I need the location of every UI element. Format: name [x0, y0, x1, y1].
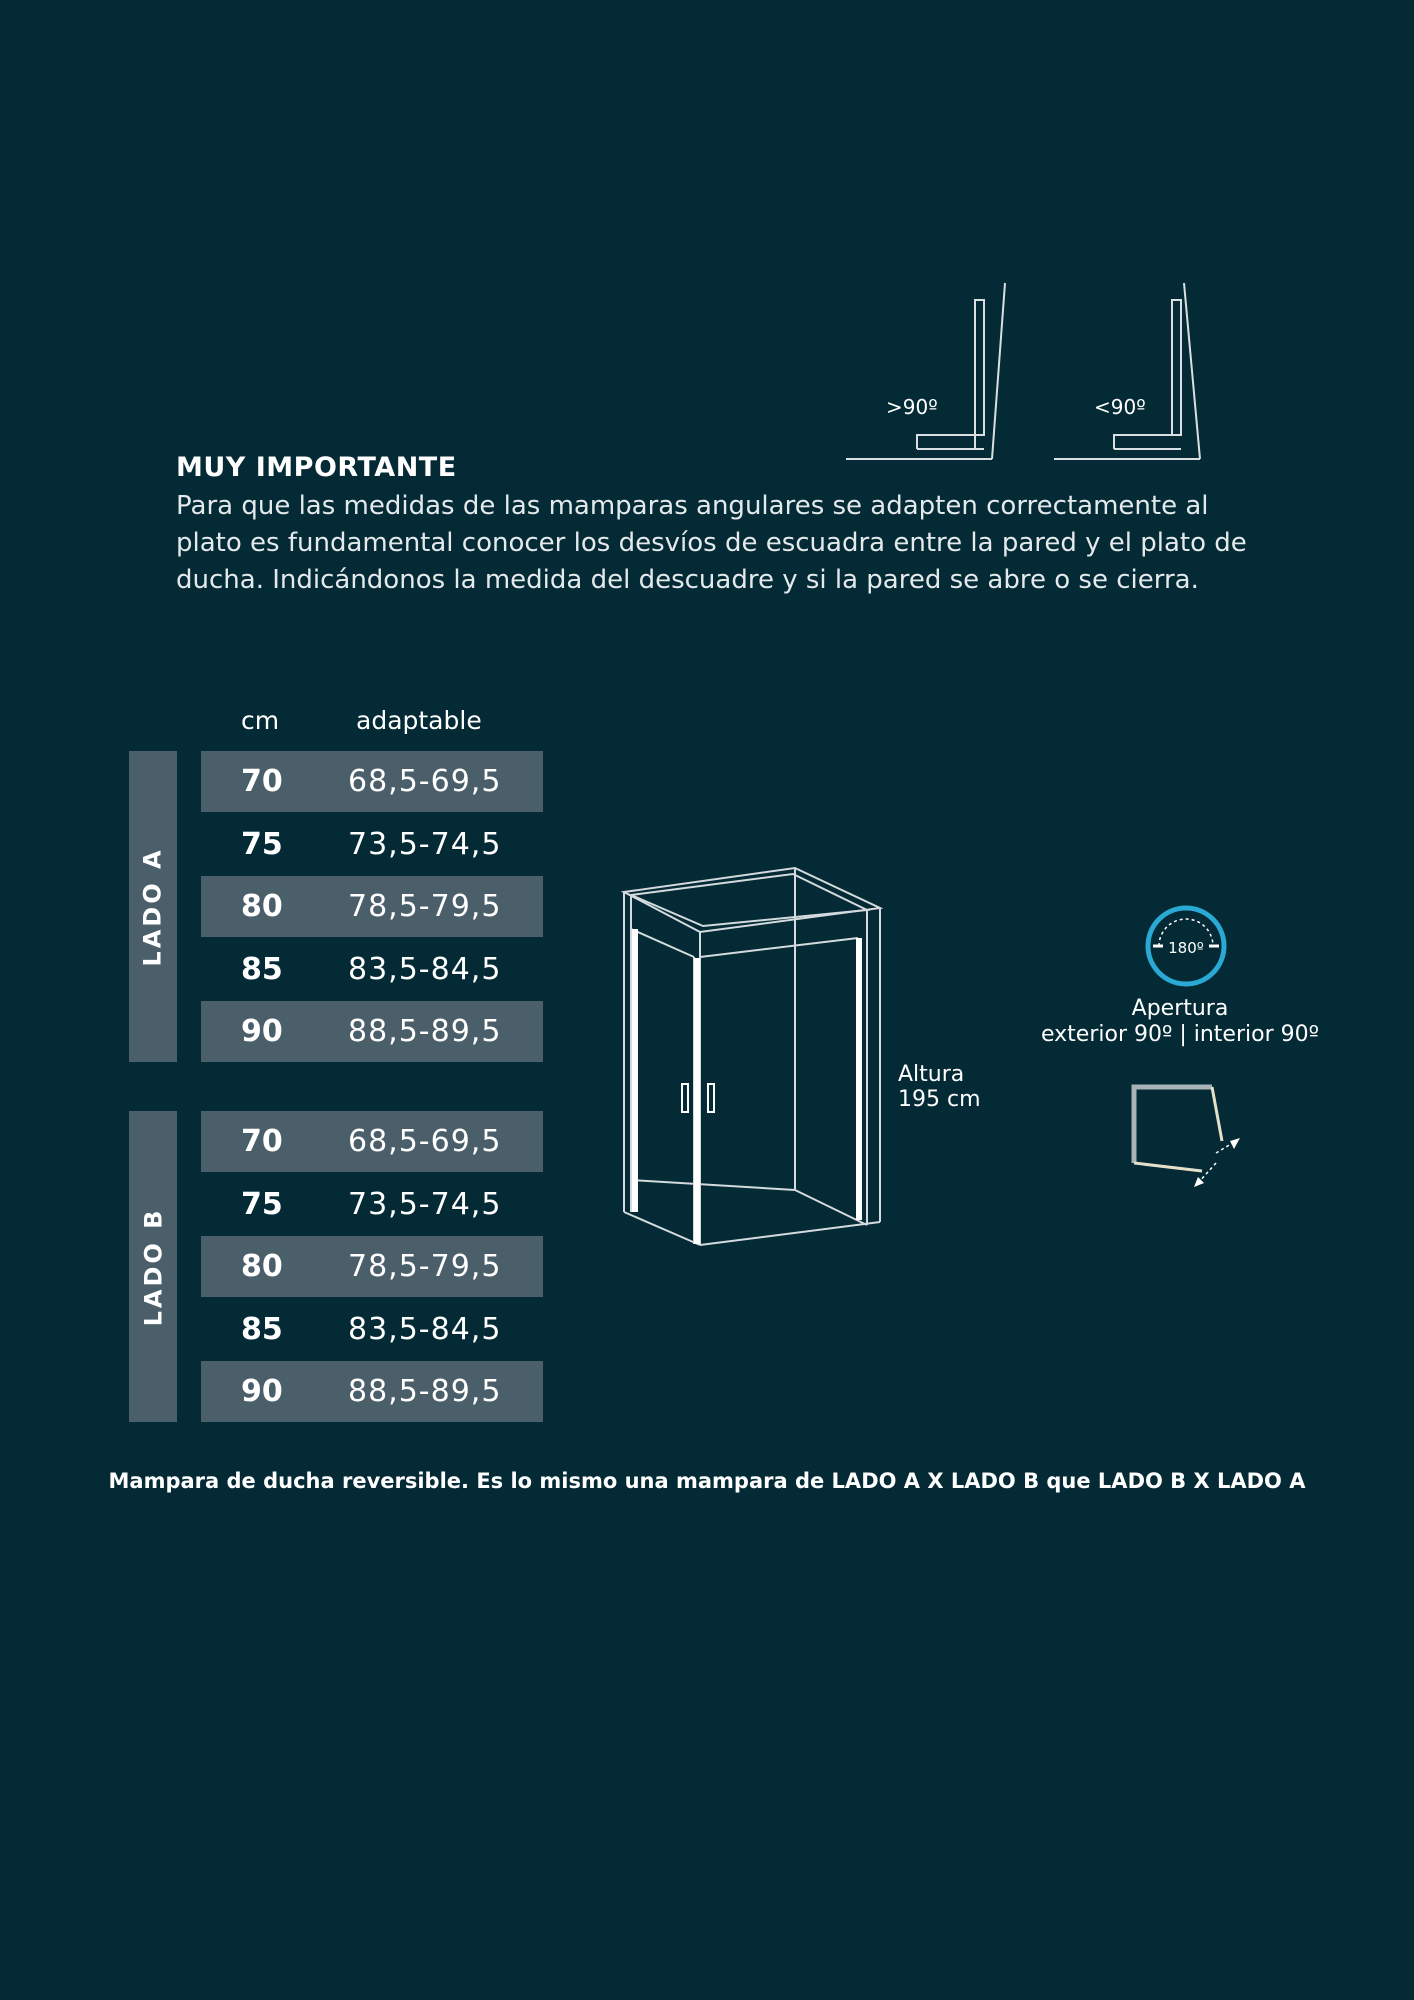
table-row [201, 939, 543, 1000]
size-cm: 70 [241, 764, 283, 799]
table-row [201, 1236, 543, 1297]
size-adaptable: 73,5-74,5 [348, 827, 502, 862]
height-label-line1: Altura [898, 1062, 965, 1087]
table-row [201, 876, 543, 937]
table-row [201, 1361, 543, 1422]
size-cm: 90 [241, 1014, 283, 1049]
size-cm: 70 [241, 1124, 283, 1159]
table-row [201, 1174, 543, 1235]
angle-closed-label: <90º [1094, 395, 1146, 419]
size-cm: 75 [241, 1187, 283, 1222]
opening-label-line1: Apertura [1131, 996, 1229, 1021]
opening-label [1010, 996, 1350, 1048]
size-cm: 80 [241, 889, 283, 924]
size-adaptable: 68,5-69,5 [348, 1124, 502, 1159]
angle-diagram-closed [1050, 275, 1210, 465]
size-adaptable: 83,5-84,5 [348, 952, 502, 987]
side-a-label [129, 751, 177, 1062]
side-a-label-text: LADO A [139, 846, 167, 967]
size-cm: 80 [241, 1249, 283, 1284]
table-row [201, 1001, 543, 1062]
size-adaptable: 73,5-74,5 [348, 1187, 502, 1222]
door-swing-icon [1130, 1083, 1245, 1193]
height-label-line2: 195 cm [898, 1087, 981, 1112]
table-row [201, 751, 543, 812]
side-b-label-text: LADO B [139, 1207, 167, 1326]
column-header-adaptable: adaptable [356, 706, 482, 735]
column-header-cm: cm [241, 706, 280, 735]
rotation-180-icon [1143, 903, 1229, 989]
side-b-label [129, 1111, 177, 1422]
size-cm: 75 [241, 827, 283, 862]
angle-open-label: >90º [886, 395, 938, 419]
shower-enclosure-diagram [615, 860, 890, 1252]
size-adaptable: 83,5-84,5 [348, 1312, 502, 1347]
opening-label-line2: exterior 90º | interior 90º [1041, 1022, 1319, 1047]
notice-text: Para que las medidas de las mamparas angulares se adapten correctamente al plato es fundamental conocer los desvíos de escuadra entre la pared y el plato de ducha. Indicándonos la medida del descuadre y si la pared se abre o se cierra. [176, 491, 1247, 595]
angle-diagram-open [840, 275, 1020, 465]
rotation-badge-text: 180º [1168, 939, 1204, 957]
size-adaptable: 68,5-69,5 [348, 764, 502, 799]
size-adaptable: 88,5-89,5 [348, 1014, 502, 1049]
size-cm: 90 [241, 1374, 283, 1409]
notice-title: MUY IMPORTANTE [176, 452, 457, 483]
height-label [898, 1062, 981, 1112]
table-row [201, 814, 543, 875]
size-cm: 85 [241, 952, 283, 987]
size-adaptable: 88,5-89,5 [348, 1374, 502, 1409]
size-adaptable: 78,5-79,5 [348, 889, 502, 924]
footer-note: Mampara de ducha reversible. Es lo mismo una mampara de LADO A X LADO B que LADO B X LADO A [108, 1469, 1306, 1493]
table-row [201, 1111, 543, 1172]
table-row [201, 1299, 543, 1360]
size-cm: 85 [241, 1312, 283, 1347]
size-adaptable: 78,5-79,5 [348, 1249, 502, 1284]
